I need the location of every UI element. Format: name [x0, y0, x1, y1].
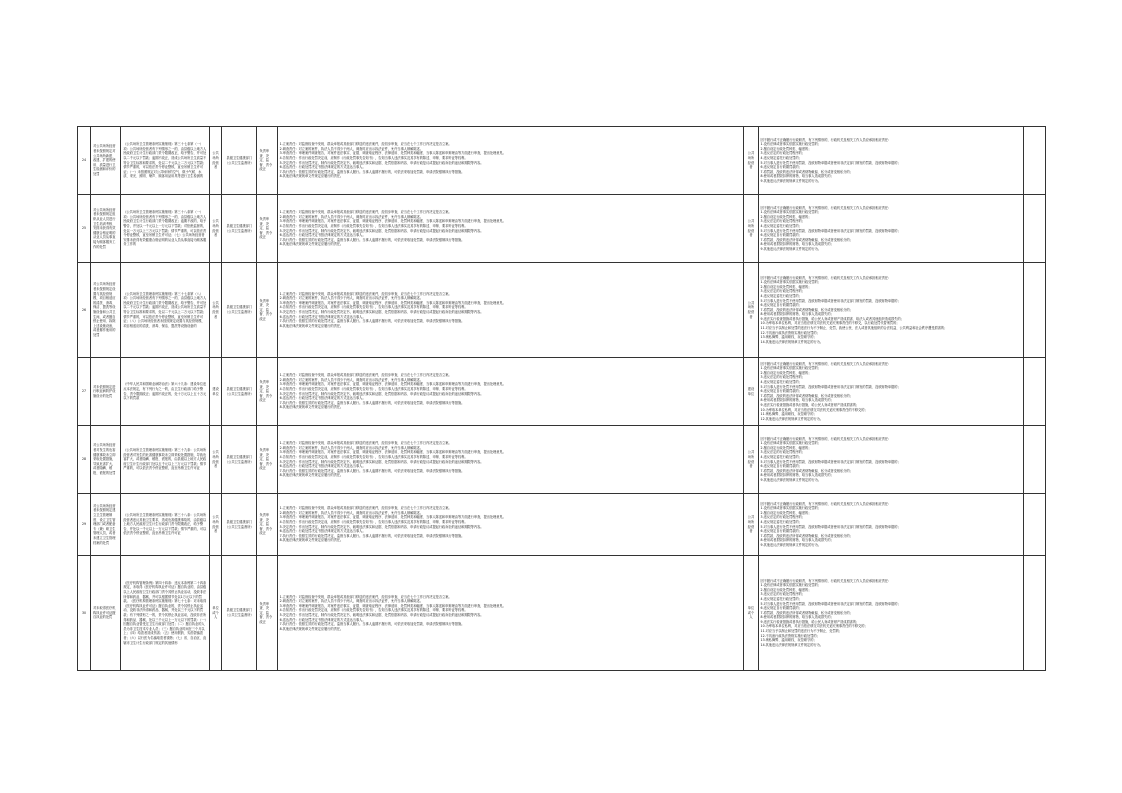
list-line: 因不履行或不正确履行行政职责，有下列情形的，行政机关及相关工作人员应承担相应责任：	[760, 137, 892, 142]
list-line: 3.违反法定的行政处罚程序的；	[760, 515, 806, 520]
list-line: 9.其他违反法律法规规章文件规定的行为。	[760, 178, 821, 183]
list-line: 8.使用或者损毁扣押的财物，给当事人造成损失的；	[760, 473, 834, 478]
executor: 县级卫生健康部门（公共卫生监督所）	[222, 127, 257, 195]
table-row	[78, 556, 1046, 671]
list-line: 因不履行或不正确履行行政职责，有下列情形的，行政机关及相关工作人员应承担相应责任：	[760, 501, 892, 506]
list-line: 3.违反法定的行政处罚程序的；	[760, 450, 806, 455]
list-line: 2.调查责任：对立案的案件，执法人员不得少于两人，调查时应出示执法证件，允许当事人辩解陈述。	[279, 377, 423, 382]
subject: 公共场所经营者	[210, 195, 222, 263]
subject: 单位或个人	[210, 556, 222, 671]
accountability-subject: 公共场所经营者	[744, 494, 758, 556]
list-line: 8.其他法律法规规章文件规定应履行的责任。	[279, 538, 344, 543]
item-name: 对公共场所经营者未按照规定设置与其经营规模、项目相适应的清洗、消毒、保洁、盥洗等设施设备和公共卫生间，或者擅自停止使用、拆除上述设施设备，或者挪作他用的处罚	[91, 263, 121, 358]
list-line: 1.没有法律或者事实依据实施行政处罚的；	[760, 506, 821, 511]
list-line: 1.立案责任：对监督检查中发现、群众举报或其他部门移送的违法案件，经初步审查，应当在七个工作日内决定是否立案。	[279, 291, 452, 296]
table-row	[78, 358, 1046, 426]
list-line: 5.决定责任：作出处罚决定，制作行政处罚决定书，载明违法事实和证据、处罚依据和内容、申请行政复议或提起行政诉讼的途径和期限等内容。	[279, 391, 484, 396]
list-line: 1.没有法律或者事实依据实施行政处罚的；	[760, 366, 821, 371]
list-line: 9.其他违反法律法规规章文件规定的行为。	[760, 246, 821, 251]
list-line: 4.告知责任：作出行政处罚决定前，应制作《行政处罚事先告知书》，告知当事人违法事实及其享有的陈述、申辩、要求听证等权利。	[279, 305, 468, 310]
list-line: 14.其他违反法律法规规章文件规定的行为。	[760, 642, 823, 647]
list-line: 9.其他违反法律法规规章文件规定的行为。	[760, 542, 821, 547]
list-line: 6.送达责任：行政处罚决定书按法律规定的方式送达当事人。	[279, 396, 366, 401]
list-line: 7.执行责任：依照生效的行政处罚决定，监督当事人履行。当事人逾期不履行的，可依法采取加处罚款、申请法院强制执行等措施。	[279, 237, 465, 242]
list-line: 7.将罚款、没收的违法所得或者财物截留、私分或者变相私分的；	[760, 533, 853, 538]
list-line: 5.决定责任：作出处罚决定，制作行政处罚决定书，载明违法事实和证据、处罚依据和内容、申请行政复议或提起行政诉讼的途径和期限等内容。	[279, 524, 484, 529]
list-line: 5.对当事人进行处罚不使用罚款、没收财物单据或者使用非法定部门制发的罚款、没收财物单据的；	[760, 228, 901, 233]
accountability-list	[758, 358, 1023, 426]
duty-list	[277, 426, 744, 494]
list-line: 2.调查责任：对立案的案件，执法人员不得少于两人，调查时应出示执法证件，允许当事人辩解陈述。	[279, 445, 423, 450]
list-line: 5.对当事人进行处罚不使用罚款、没收财物单据或者使用非法定部门制发的罚款、没收财物单据的；	[760, 459, 901, 464]
list-line: 4.告知责任：作出行政处罚决定前，应制作《行政处罚事先告知书》，告知当事人违法事实及其享有的陈述、申辩、要求听证等权利。	[279, 223, 468, 228]
list-line: 9.其他违反法律法规规章文件规定的行为。	[760, 477, 821, 482]
list-line: 4.告知责任：作出行政处罚决定前，应制作《行政处罚事先告知书》，告知当事人违法事实及其享有的陈述、申辩、要求听证等权利。	[279, 155, 468, 160]
legal-basis: 《公共场所卫生管理条例实施细则》第三十八条第（一）项：公共场所经营者有下列情形之一的，由县级以上地方人民政府卫生计生行政部门责令限期改正；逾期不改的，给予警告，并处以一千元以上一万元以下罚款；对拒绝监督的，处以一万元以上三万元以下罚款；情节严重的，可以依法责令停业整顿，直至吊销卫生许可证；（七）公共场所经营者安排未获得有效健康合格证明的从业人员从事直接为顾客服务工作的	[121, 195, 210, 263]
legal-basis: 《公共场所卫生管理条例实施细则》第三十七条第（一）项：公共场所经营者有下列情形之一的，由县级以上地方人民政府卫生计生行政部门责令限期改正，给予警告，并可处以二千元以下罚款；逾期不改正，造成公共场所卫生质量不符合卫生标准和要求的，处以二千元以上二万元以下罚款；情节严重的，可以依法责令停业整顿，直至吊销卫生许可证；（一）未按照规定对公共场所的空气、微小气候、水质、采光、照明、噪声、顾客用品用具等进行卫生检测的	[121, 127, 210, 195]
list-line: 8.使用或者损毁扣押的财物，给当事人造成损失的；	[760, 312, 834, 317]
list-line: 5.对当事人进行处罚不使用罚款、没收财物单据或者使用非法定部门制发的罚款、没收财物单据的；	[760, 524, 901, 529]
item-name: 对公共场所经营者未按照规定组织从业人员进行卫生培训考核、安排未获得有效健康合格证明的从业人员从事直接为顾客服务工作的处罚	[91, 195, 121, 263]
list-line: 1.立案责任：对监督检查中发现、群众举报或其他部门移送的违法案件，经初步审查，应当在七个工作日内决定是否立案。	[279, 506, 452, 511]
duty-list	[277, 127, 744, 195]
row-number: 24	[78, 127, 91, 195]
list-line: 3.审查责任：审理案件调查报告，对案件违法事实、证据、调查取证程序、法律适用、处罚种类和幅度、当事人陈述和申辩理由等方面进行审查，提出处理意见。	[279, 382, 506, 387]
duty-list	[277, 358, 744, 426]
list-line: 4.违反规定委托行政处罚的；	[760, 155, 802, 160]
legal-basis: 《中华人民共和国职业病防治法》第六十九条：建设单位违反本法规定，有下列行为之一的，由卫生行政部门给予警告，责令限期改正；逾期不改正的，处十万元以上五十万元以下的罚款	[121, 358, 210, 426]
list-line: 4.违反规定委托行政处罚的；	[760, 454, 802, 459]
accountability-subject: 公共场所经营者	[744, 127, 758, 195]
list-line: 9.违法实行检查措施或者执行措施，给公民人身或者财产造成损害的；	[760, 619, 860, 624]
duty-list	[277, 556, 744, 671]
list-line: 8.其他法律法规规章文件规定应履行的责任。	[279, 323, 344, 328]
dept-duty: 负责审查、决定、监督、责令改正	[257, 426, 277, 494]
remarks	[1023, 127, 1045, 195]
list-line: 11.对应当予以制止和处罚的违法行为不予制止、处罚，致使公民、法人或者其他组织的合法权益、公共利益和社会秩序遭受损害的；	[760, 326, 948, 331]
list-line: 3.违反法定的行政处罚程序的；	[760, 375, 806, 380]
list-line: 7.将罚款、没收的违法所得或者财物截留、私分或者变相私分的；	[760, 468, 853, 473]
dept-duty: 负责审查、决定、监督、责令改正	[257, 358, 277, 426]
item-name: 对公共场所经营者对发生的危害健康事故未立即采取处置措施，导致危害扩大，或者隐瞒、缓报、谎报的处罚	[91, 426, 121, 494]
list-line: 4.违反规定委托行政处罚的；	[760, 380, 802, 385]
list-line: 6.送达责任：行政处罚决定书按法律规定的方式送达当事人。	[279, 617, 366, 622]
list-line: 9.违法实行检查措施或者执行措施，给公民人身或者财产造成损害的；	[760, 402, 860, 407]
list-line: 因不履行或不正确履行行政职责，有下列情形的，行政机关及相关工作人员应承担相应责任：	[760, 578, 892, 583]
list-line: 3.违反法定的行政处罚程序的；	[760, 219, 806, 224]
accountability-list	[758, 263, 1023, 358]
list-line: 2.擅自设定行政处罚种类、幅度的；	[760, 370, 812, 375]
subject: 公共场所经营者	[210, 127, 222, 195]
list-line: 13.徇私舞弊、滥用职权、玩忽职守的；	[760, 335, 817, 340]
list-line: 10.为牟取本单位私利，对应当依法移交司法机关追究刑事责任的不移交的；	[760, 407, 868, 412]
accountability-subject: 建设单位	[744, 358, 758, 426]
list-line: 1.立案责任：对监督检查中发现、群众举报或其他部门移送的违法案件，经初步审查，应当在七个工作日内决定是否立案。	[279, 441, 452, 446]
list-line: 2.擅自设定行政处罚种类、幅度的；	[760, 214, 812, 219]
list-line: 7.执行责任：依照生效的行政处罚决定，监督当事人履行。当事人逾期不履行的，可依法采取加处罚款、申请法院强制执行等措施。	[279, 468, 465, 473]
list-line: 因不履行或不正确履行行政职责，有下列情形的，行政机关及相关工作人员应承担相应责任：	[760, 436, 892, 441]
legal-basis: 《公共场所卫生管理条例实施细则》第三十九条：公共场所经营者对发生的危害健康事故未立即采取处置措施，导致危害扩大，或者隐瞒、缓报、谎报的，由县级以上地方人民政府卫生计生行政部门处以五千元以上三万元以下罚款；情节严重的，可以依法责令停业整顿，直至吊销卫生许可证	[121, 426, 210, 494]
list-line: 3.违反法定的行政处罚程序的；	[760, 151, 806, 156]
list-line: 1.立案责任：对监督检查中发现、群众举报或其他部门移送的违法案件，经初步审查，应当在七个工作日内决定是否立案。	[279, 142, 452, 147]
list-line: 4.告知责任：作出行政处罚决定前，应制作《行政处罚事先告知书》，告知当事人违法事实及其享有的陈述、申辩、要求听证等权利。	[279, 386, 468, 391]
remarks	[1023, 195, 1045, 263]
list-line: 12.不具备行政执法资格实施行政处罚的；	[760, 330, 820, 335]
list-line: 4.违反规定委托行政处罚的；	[760, 293, 802, 298]
list-line: 2.擅自设定行政处罚种类、幅度的；	[760, 587, 812, 592]
table-row	[78, 263, 1046, 358]
list-line: 8.使用或者损毁扣押的财物，给当事人造成损失的；	[760, 398, 834, 403]
list-line: 10.为牟取本单位私利，对应当依法移交司法机关追究刑事责任的不移交，以行政处罚代替刑罚的；	[760, 321, 900, 326]
list-line: 12.其他违反法律法规规章文件规定的行为。	[760, 416, 823, 421]
list-line: 8.使用或者损毁扣押的财物，给当事人造成损失的；	[760, 538, 834, 543]
list-line: 2.擅自设定行政处罚种类、幅度的；	[760, 445, 812, 450]
list-line: 8.使用或者损毁扣押的财物，给当事人造成损失的；	[760, 174, 834, 179]
list-line: 1.没有法律或者事实依据实施行政处罚的；	[760, 441, 821, 446]
list-line: 8.使用或者损毁扣押的财物，给当事人造成损失的；	[760, 242, 834, 247]
duty-list	[277, 263, 744, 358]
list-line: 1.没有法律或者事实依据实施行政处罚的；	[760, 280, 821, 285]
list-line: 12.不具备行政执法资格实施行政处罚的；	[760, 633, 820, 638]
list-line: 7.执行责任：依照生效的行政处罚决定，监督当事人履行。当事人逾期不履行的，可依法采取加处罚款、申请法院强制执行等措施。	[279, 400, 465, 405]
list-line: 6.送达责任：行政处罚决定书按法律规定的方式送达当事人。	[279, 529, 366, 534]
list-line: 8.其他法律法规规章文件规定应履行的责任。	[279, 626, 344, 631]
accountability-list	[758, 556, 1023, 671]
list-line: 6.送达责任：行政处罚决定书按法律规定的方式送达当事人。	[279, 314, 366, 319]
list-line: 4.违反规定委托行政处罚的；	[760, 596, 802, 601]
remarks	[1023, 263, 1045, 358]
list-line: 5.对当事人进行处罚不使用罚款、没收财物单据或者使用非法定部门制发的罚款、没收财物单据的；	[760, 298, 901, 303]
list-line: 6.违反规定自行收缴罚款的；	[760, 165, 802, 170]
item-name: 对未依照规定进行职业病防护设施设计的处罚	[91, 358, 121, 426]
list-line: 3.审查责任：审理案件调查报告，对案件违法事实、证据、调查取证程序、法律适用、处罚种类和幅度、当事人陈述和申辩理由等方面进行审查，提出处理意见。	[279, 219, 506, 224]
list-line: 3.审查责任：审理案件调查报告，对案件违法事实、证据、调查取证程序、法律适用、处罚种类和幅度、当事人陈述和申辩理由等方面进行审查，提出处理意见。	[279, 450, 506, 455]
accountability-list	[758, 195, 1023, 263]
legal-basis: 《公共场所卫生管理条例实施细则》第三十七条第（八）项：公共场所经营者有下列情形之一的，由县级以上地方人民政府卫生计生行政部门责令限期改正，给予警告，并可处以二千元以下罚款；逾期不改正，造成公共场所卫生质量不符合卫生标准和要求的，处以二千元以上二万元以下罚款；情节严重的，可以依法责令停业整顿，直至吊销卫生许可证；（八）公共场所经营者未按照规定设置与其经营规模、项目相适应的清洗、消毒、保洁、盥洗等设施设备的	[121, 263, 210, 358]
list-line: 10.为牟取本单位私利，对应当依法移交司法机关追究刑事责任的不移交的；	[760, 624, 868, 629]
list-line: 13.徇私舞弊、滥用职权、玩忽职守的；	[760, 638, 817, 643]
list-line: 因不履行或不正确履行行政职责，有下列情形的，行政机关及相关工作人员应承担相应责任：	[760, 275, 892, 280]
accountability-list	[758, 127, 1023, 195]
list-line: 6.违反规定自行收缴罚款的；	[760, 464, 802, 469]
list-line: 2.调查责任：对立案的案件，执法人员不得少于两人，调查时应出示执法证件，允许当事人辩解陈述。	[279, 599, 423, 604]
list-line: 5.决定责任：作出处罚决定，制作行政处罚决定书，载明违法事实和证据、处罚依据和内容、申请行政复议或提起行政诉讼的途径和期限等内容。	[279, 310, 484, 314]
list-line: 3.审查责任：审理案件调查报告，对案件违法事实、证据、调查取证程序、法律适用、处罚种类和幅度、当事人陈述和申辩理由等方面进行审查，提出处理意见。	[279, 515, 506, 520]
dept-duty: 负责审查、决定、监督、责令改正	[257, 556, 277, 671]
subject: 公共场所经营者	[210, 263, 222, 358]
dept-duty: 负责审查、决定、监督、责令改正	[257, 127, 277, 195]
list-line: 1.立案责任：对监督检查中发现、群众举报或其他部门移送的违法案件，经初步审查，应当在七个工作日内决定是否立案。	[279, 210, 452, 215]
table-row	[78, 494, 1046, 556]
list-line: 3.审查责任：审理案件调查报告，对案件违法事实、证据、调查取证程序、法律适用、处罚种类和幅度、当事人陈述和申辩理由等方面进行审查，提出处理意见。	[279, 603, 506, 608]
list-line: 7.将罚款、没收的违法所得或者财物截留、私分或者变相私分的；	[760, 307, 853, 312]
remarks	[1023, 556, 1045, 671]
remarks	[1023, 426, 1045, 494]
item-name: 对公共场所经营者未按照规定对公共场所新建、改建、扩建的使用、质量进行卫生检测和评价的处罚	[91, 127, 121, 195]
subject: 公共场所经营者	[210, 494, 222, 556]
list-line: 5.决定责任：作出处罚决定，制作行政处罚决定书，载明违法事实和证据、处罚依据和内容、申请行政复议或提起行政诉讼的途径和期限等内容。	[279, 613, 484, 617]
list-line: 1.立案责任：对监督检查中发现、群众举报或其他部门移送的违法案件，经初步审查，应当在七个工作日内决定是否立案。	[279, 373, 452, 378]
list-line: 3.违反法定的行政处罚程序的；	[760, 592, 806, 597]
list-line: 5.决定责任：作出处罚决定，制作行政处罚决定书，载明违法事实和证据、处罚依据和内容、申请行政复议或提起行政诉讼的途径和期限等内容。	[279, 160, 484, 165]
list-line: 11.对应当予以制止和处罚的违法行为不予制止、处罚的；	[760, 629, 843, 634]
list-line: 8.其他法律法规规章文件规定应履行的责任。	[279, 405, 344, 410]
responsibility-table	[77, 126, 1046, 671]
list-line: 4.告知责任：作出行政处罚决定前，应制作《行政处罚事先告知书》，告知当事人违法事实及其享有的陈述、申辩、要求听证等权利。	[279, 608, 468, 613]
table-row	[78, 195, 1046, 263]
list-line: 1.没有法律或者事实依据实施行政处罚的；	[760, 210, 821, 215]
list-line: 4.违反规定委托行政处罚的；	[760, 223, 802, 228]
row-number: 27	[78, 358, 91, 426]
list-line: 9.违法实行检查措施或者执行措施，给公民人身或者财产造成损害、给法人或者其他组织造成损失的；	[760, 316, 904, 321]
duty-list	[277, 195, 744, 263]
accountability-subject: 公共场所经营者	[744, 263, 758, 358]
remarks	[1023, 358, 1045, 426]
accountability-list	[758, 494, 1023, 556]
item-name: 对未取得医疗机构执业许可证擅自执业的处罚	[91, 556, 121, 671]
row-number: 28	[78, 426, 91, 494]
duty-list	[277, 494, 744, 556]
accountability-list	[758, 426, 1023, 494]
dept-duty: 负责审查、决定、监督、责令改正	[257, 494, 277, 556]
list-line: 5.决定责任：作出处罚决定，制作行政处罚决定书，载明违法事实和证据、处罚依据和内容、申请行政复议或提起行政诉讼的途径和期限等内容。	[279, 228, 484, 233]
list-line: 2.调查责任：对立案的案件，执法人员不得少于两人，调查时应出示执法证件，允许当事人辩解陈述。	[279, 214, 423, 219]
list-line: 8.其他法律法规规章文件规定应履行的责任。	[279, 242, 344, 247]
row-number: 29	[78, 494, 91, 556]
list-line: 6.违反规定自行收缴罚款的；	[760, 233, 802, 238]
list-line: 8.使用或者损毁扣押的财物，给当事人造成损失的；	[760, 615, 834, 620]
list-line: 14.其他违反法律法规规章文件规定的行为。	[760, 339, 823, 344]
list-line: 11.徇私舞弊、滥用职权、玩忽职守的；	[760, 412, 817, 417]
list-line: 3.审查责任：审理案件调查报告，对案件违法事实、证据、调查取证程序、法律适用、处罚种类和幅度、当事人陈述和申辩理由等方面进行审查，提出处理意见。	[279, 151, 506, 156]
list-line: 7.执行责任：依照生效的行政处罚决定，监督当事人履行。当事人逾期不履行的，可依法采取加处罚款、申请法院强制执行等措施。	[279, 533, 465, 538]
list-line: 6.送达责任：行政处罚决定书按法律规定的方式送达当事人。	[279, 464, 366, 469]
list-line: 1.没有法律或者事实依据实施行政处罚的；	[760, 583, 821, 588]
list-line: 2.擅自设定行政处罚种类、幅度的；	[760, 146, 812, 151]
list-line: 8.其他法律法规规章文件规定应履行的责任。	[279, 473, 344, 478]
legal-basis: 《公共场所卫生管理条例实施细则》第三十八条：公共场所经营者违反其他卫生要求，造成危害健康事故的，由县级以上地方人民政府卫生计生行政部门责令限期改正，给予警告，并处以一千元以上一万元以下罚款；情节严重的，可以依法责令停业整顿，直至吊销卫生许可证	[121, 494, 210, 556]
executor: 县级卫生健康部门（公共卫生监督所）	[222, 263, 257, 358]
list-line: 6.违反规定自行收缴罚款的；	[760, 529, 802, 534]
list-line: 因不履行或不正确履行行政职责，有下列情形的，行政机关及相关工作人员应承担相应责任：	[760, 361, 892, 366]
dept-duty: 负责审查、决定、监督、责令改正	[257, 195, 277, 263]
legal-basis: 《医疗机构管理条例》第四十四条：违反本条例第二十四条规定，未取得《医疗机构执业许可证》擅自执业的，由县级以上人民政府卫生行政部门责令其停止执业活动，没收非法所得和药品、器械，并可以根据情节处以1万元以下的罚款。《医疗机构管理条例实施细则》第七十七条：对未取得《医疗机构执业许可证》擅自执业的，责令其停止执业活动，没收非法所得和药品、器械，并处以三千元以下的罚款；有下列情形之一的，责令其停止执业活动，没收非法所得和药品、器械，处以三千元以上一万元以下的罚款：（一）因擅自执业曾受过卫生行政部门处罚；（二）擅自执业的人员为非卫生技术专业人员；（三）擅自执业时间在三个月以上；（四）给患者造成伤害；（五）使用假药、劣药蒙骗患者；（六）以行医为名骗取患者钱物；（七）省、自治区、直辖市卫生计生行政部门规定的其他情形	[121, 556, 210, 671]
accountability-subject: 公共场所经营者	[744, 426, 758, 494]
list-line: 6.违反规定自行收缴罚款的；	[760, 606, 802, 611]
list-line: 2.调查责任：对立案的案件，执法人员不得少于两人，调查时应出示执法证件，允许当事人辩解陈述。	[279, 146, 423, 151]
executor: 县级卫生健康部门（公共卫生监督所）	[222, 556, 257, 671]
executor: 县级卫生健康部门（公共卫生监督所）	[222, 494, 257, 556]
list-line: 3.审查责任：审理案件调查报告，对案件违法事实、证据、调查取证程序、法律适用、处罚种类和幅度、当事人陈述和申辩理由等方面进行审查，提出处理意见。	[279, 300, 506, 305]
accountability-subject: 公共场所经营者	[744, 195, 758, 263]
row-number: 30	[78, 556, 91, 671]
dept-duty: 负责审查、决定、监督、责令改正	[257, 263, 277, 358]
list-line: 6.违反规定自行收缴罚款的；	[760, 389, 802, 394]
list-line: 7.执行责任：依照生效的行政处罚决定，监督当事人履行。当事人逾期不履行的，可依法采取加处罚款、申请法院强制执行等措施。	[279, 169, 465, 174]
list-line: 8.其他法律法规规章文件规定应履行的责任。	[279, 174, 344, 179]
list-line: 7.执行责任：依照生效的行政处罚决定，监督当事人履行。当事人逾期不履行的，可依法采取加处罚款、申请法院强制执行等措施。	[279, 622, 465, 627]
item-name: 对公共场所经营者未按照规定建立卫生管理制度、设立卫生管理部门或者配备专（兼）职卫生管理人员，或者未建立卫生管理档案的处罚	[91, 494, 121, 556]
list-line: 4.违反规定委托行政处罚的；	[760, 519, 802, 524]
list-line: 5.对当事人进行处罚不使用罚款、没收财物单据或者使用非法定部门制发的罚款、没收财物单据的；	[760, 601, 901, 606]
list-line: 4.告知责任：作出行政处罚决定前，应制作《行政处罚事先告知书》，告知当事人违法事实及其享有的陈述、申辩、要求听证等权利。	[279, 519, 468, 524]
list-line: 5.对当事人进行处罚不使用罚款、没收财物单据或者使用非法定部门制发的罚款、没收财物单据的；	[760, 384, 901, 389]
list-line: 2.擅自设定行政处罚种类、幅度的；	[760, 510, 812, 515]
list-line: 7.将罚款、没收的违法所得或者财物截留、私分或者变相私分的；	[760, 169, 853, 174]
accountability-subject: 单位或个人	[744, 556, 758, 671]
remarks	[1023, 494, 1045, 556]
list-line: 因不履行或不正确履行行政职责，有下列情形的，行政机关及相关工作人员应承担相应责任：	[760, 205, 892, 210]
list-line: 5.对当事人进行处罚不使用罚款、没收财物单据或者使用非法定部门制发的罚款、没收财物单据的；	[760, 160, 901, 165]
executor: 县级卫生健康部门（公共卫生监督所）	[222, 358, 257, 426]
list-line: 7.将罚款、没收的违法所得或者财物截留、私分或者变相私分的；	[760, 237, 853, 242]
list-line: 2.调查责任：对立案的案件，执法人员不得少于两人，调查时应出示执法证件，允许当事人辩解陈述。	[279, 510, 423, 515]
list-line: 6.送达责任：行政处罚决定书按法律规定的方式送达当事人。	[279, 165, 366, 170]
list-line: 5.决定责任：作出处罚决定，制作行政处罚决定书，载明违法事实和证据、处罚依据和内容、申请行政复议或提起行政诉讼的途径和期限等内容。	[279, 459, 484, 464]
subject: 建设单位	[210, 358, 222, 426]
list-line: 6.送达责任：行政处罚决定书按法律规定的方式送达当事人。	[279, 233, 366, 238]
row-number: 26	[78, 263, 91, 358]
table-body	[78, 127, 1046, 671]
list-line: 1.立案责任：对监督检查中发现、群众举报或其他部门移送的违法案件，经初步审查，应当在七个工作日内决定是否立案。	[279, 594, 452, 599]
row-number: 25	[78, 195, 91, 263]
executor: 县级卫生健康部门（公共卫生监督所）	[222, 426, 257, 494]
table-row	[78, 127, 1046, 195]
list-line: 7.将罚款、没收的违法所得或者财物截留、私分或者变相私分的；	[760, 393, 853, 398]
table-row	[78, 426, 1046, 494]
list-line: 4.告知责任：作出行政处罚决定前，应制作《行政处罚事先告知书》，告知当事人违法事实及其享有的陈述、申辩、要求听证等权利。	[279, 454, 468, 459]
list-line: 1.没有法律或者事实依据实施行政处罚的；	[760, 142, 821, 147]
list-line: 2.擅自设定行政处罚种类、幅度的；	[760, 284, 812, 289]
list-line: 7.将罚款、没收的违法所得或者财物截留、私分或者变相私分的；	[760, 610, 853, 615]
executor: 县级卫生健康部门（公共卫生监督所）	[222, 195, 257, 263]
list-line: 2.调查责任：对立案的案件，执法人员不得少于两人，调查时应出示执法证件，允许当事人辩解陈述。	[279, 296, 423, 301]
list-line: 6.违反规定自行收缴罚款的；	[760, 303, 802, 308]
list-line: 7.执行责任：依照生效的行政处罚决定，监督当事人履行。当事人逾期不履行的，可依法采取加处罚款、申请法院强制执行等措施。	[279, 319, 465, 324]
list-line: 3.违反法定的行政处罚程序的；	[760, 289, 806, 294]
subject: 公共场所经营者	[210, 426, 222, 494]
